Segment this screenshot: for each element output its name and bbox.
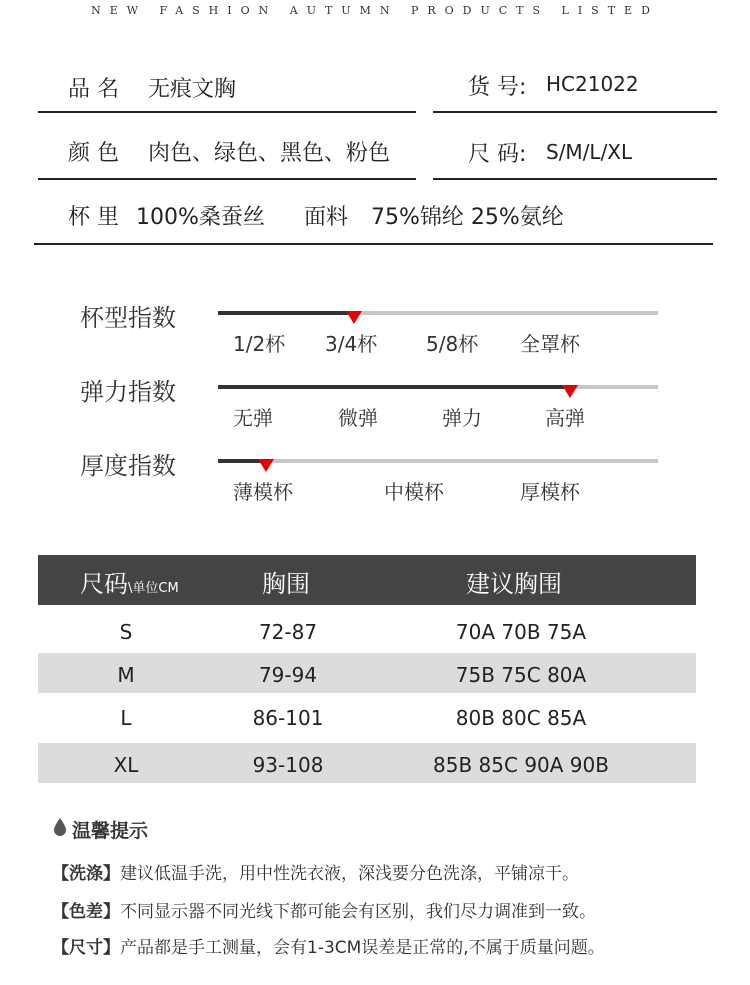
index-tick-label: 3/4杯 — [325, 332, 378, 356]
index-tick-label: 弹力 — [442, 406, 482, 430]
table-cell-recommended: 75B 75C 80A — [455, 663, 587, 687]
tip-line — [52, 933, 605, 958]
index-tick-label: 全罩杯 — [520, 332, 580, 356]
drop-icon — [54, 818, 66, 836]
table-cell-recommended: 80B 80C 85A — [455, 706, 587, 730]
table-cell-recommended: 85B 85C 90A 90B — [433, 753, 609, 777]
divider — [433, 111, 717, 113]
table-cell-size: S — [119, 620, 133, 644]
table-cell-bust: 72-87 — [258, 620, 318, 644]
index-fill — [218, 311, 354, 315]
index-marker — [258, 459, 274, 472]
index-track — [218, 459, 658, 463]
banner-tagline: NEW FASHION AUTUMN PRODUCTS LISTED — [91, 4, 659, 17]
cup-lining-value: 100%桑蚕丝 — [136, 205, 265, 230]
tip-text: 建议低温手洗，用中性洗衣液，深浅要分色洗涤，平铺凉干。 — [120, 864, 579, 884]
size-header: 尺码\单位CM — [80, 570, 179, 598]
table-cell-bust: 86-101 — [252, 706, 324, 730]
fabric-value: 75%锦纶 25%氨纶 — [371, 205, 564, 230]
index-tick-label: 高弹 — [545, 406, 585, 430]
index-label: 厚度指数 — [80, 452, 176, 480]
table-cell-size: L — [120, 706, 132, 730]
product-name-label: 品 名 — [68, 77, 119, 102]
tip-tag: 【尺寸】 — [52, 938, 120, 958]
divider — [34, 243, 713, 245]
tip-line — [52, 859, 579, 884]
cup-lining-label: 杯 里 — [68, 205, 119, 230]
index-tick-label: 微弹 — [338, 406, 378, 430]
index-label: 杯型指数 — [80, 304, 176, 332]
divider — [433, 178, 717, 180]
size-label: 尺 码: — [468, 142, 527, 167]
table-cell-bust: 93-108 — [252, 753, 324, 777]
bust-header: 胸围 — [262, 570, 310, 598]
item-no-value: HC21022 — [546, 72, 639, 96]
tip-text: 不同显示器不同光线下都可能会有区别，我们尽力调准到一致。 — [120, 902, 596, 922]
index-tick-label: 1/2杯 — [233, 332, 286, 356]
divider — [38, 111, 416, 113]
table-cell-size: XL — [113, 753, 139, 777]
size-table-header — [38, 555, 696, 605]
index-marker — [346, 311, 362, 324]
table-cell-bust: 79-94 — [258, 663, 318, 687]
product-name-value: 无痕文胸 — [148, 77, 237, 102]
tip-line — [52, 897, 596, 922]
index-tick-label: 无弹 — [233, 406, 273, 430]
recommended-header: 建议胸围 — [466, 570, 562, 598]
index-marker — [562, 385, 578, 398]
tip-tag: 【洗涤】 — [52, 864, 120, 884]
index-fill — [218, 385, 570, 389]
tip-text: 产品都是手工测量，会有1-3CM误差是正常的,不属于质量问题。 — [120, 938, 605, 958]
table-cell-recommended: 70A 70B 75A — [455, 620, 587, 644]
index-tick-label: 厚模杯 — [520, 480, 580, 504]
item-no-label: 货 号: — [468, 75, 527, 100]
fabric-label: 面料 — [304, 205, 349, 230]
index-tick-label: 5/8杯 — [426, 332, 479, 356]
color-label: 颜 色 — [68, 141, 119, 166]
color-value: 肉色、绿色、黑色、粉色 — [148, 141, 391, 166]
tip-tag: 【色差】 — [52, 902, 120, 922]
table-cell-size: M — [117, 663, 135, 687]
index-tick-label: 薄模杯 — [233, 480, 293, 504]
size-value: S/M/L/XL — [546, 140, 633, 164]
index-label: 弹力指数 — [80, 378, 176, 406]
index-tick-label: 中模杯 — [384, 480, 444, 504]
divider — [38, 178, 416, 180]
tips-title: 温馨提示 — [72, 820, 149, 842]
